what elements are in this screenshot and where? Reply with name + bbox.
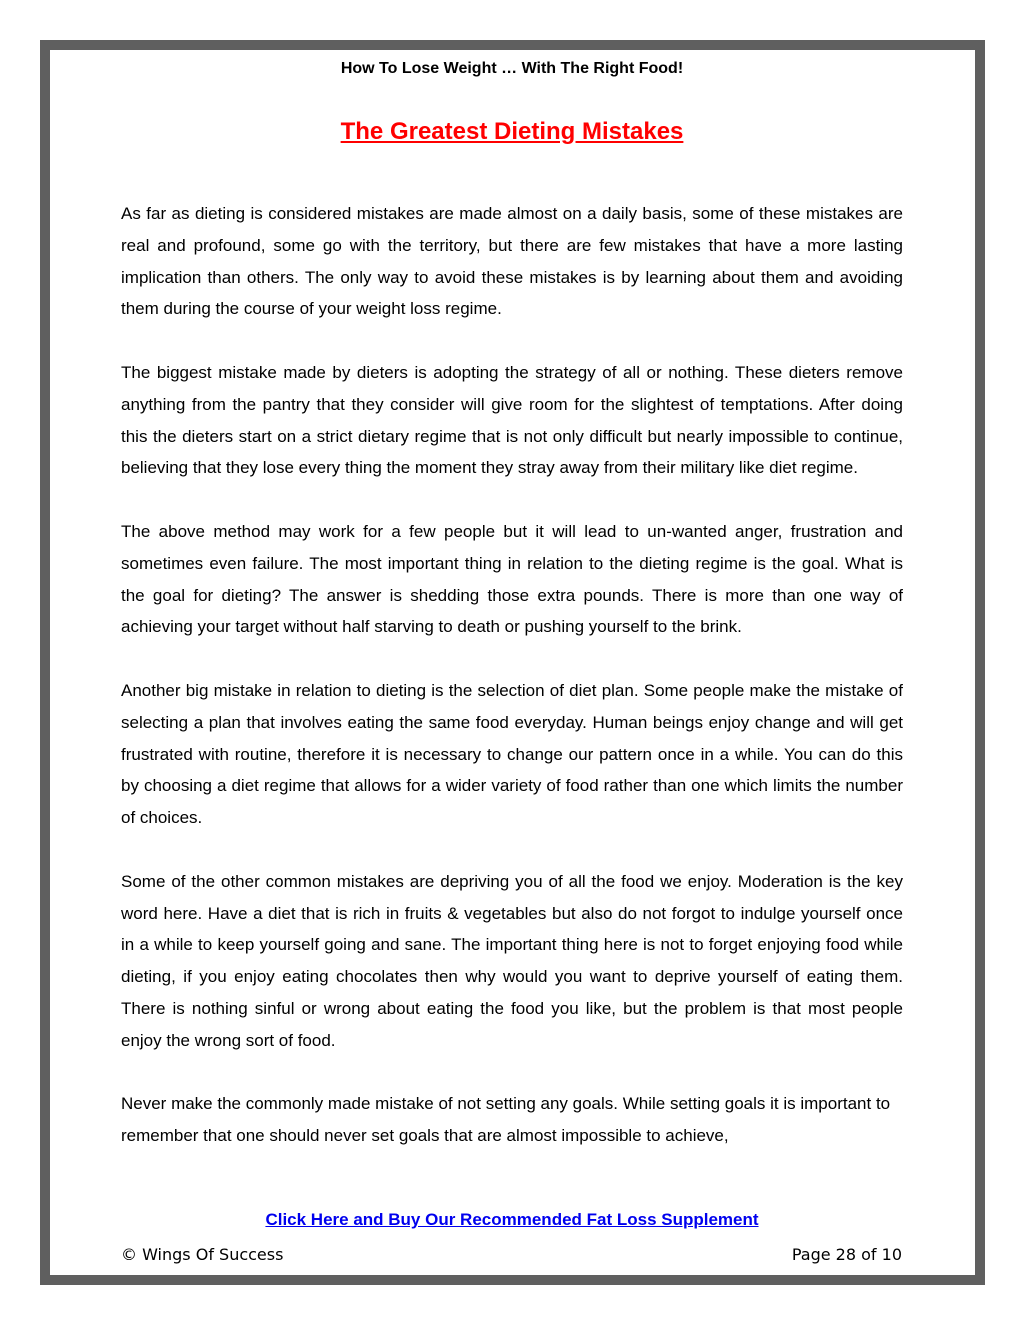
paragraph-1: As far as dieting is considered mistakes are made almost on a daily basis, some of these mistakes are real and profound, some go with the territory, but there are few mistakes that have a more lasting implication than others. The only way to avoid these mistakes is by learning about them and avoiding them during the course of your weight loss regime.	[121, 204, 903, 319]
footer-copyright: © Wings Of Success	[121, 1245, 284, 1264]
article-body	[121, 198, 903, 1152]
paragraph-6: Never make the commonly made mistake of not setting any goals. While setting goals it is important to remember that one should never set goals that are almost impossible to achieve,	[121, 1094, 891, 1146]
page-title: The Greatest Dieting Mistakes	[340, 118, 684, 145]
paragraph-2: The biggest mistake made by dieters is adopting the strategy of all or nothing. These dieters remove anything from the pantry that they consider will give room for the slightest of temptations. After doing this the dieters start on a strict dietary regime that is not only difficult but nearly impossible to continue, believing that they lose every thing the moment they stray away from their military like diet regime.	[121, 362, 903, 478]
paragraph-3: The above method may work for a few people but it will lead to un-wanted anger, frustration and sometimes even failure. The most important thing in relation to the dieting regime is the goal. What is the goal for dieting? The answer is shedding those extra pounds. There is more than one way of achieving your target without half starving to death or pushing yourself to the brink.	[121, 521, 903, 637]
paragraph-5: Some of the other common mistakes are depriving you of all the food we enjoy. Moderation is the key word here. Have a diet that is rich in fruits & vegetables but also do not forgot to indulge yourself once in a while to keep yourself going and sane. The important thing here is not to forget enjoying food while dieting, if you enjoy eating chocolates then why would you want to deprive yourself of eating them. There is nothing sinful or wrong about eating the food you like, but the problem is that most people enjoy the wrong sort of food.	[121, 871, 903, 1050]
buy-supplement-link[interactable]: Click Here and Buy Our Recommended Fat Loss Supplement	[265, 1210, 759, 1229]
paragraph-4: Another big mistake in relation to dieting is the selection of diet plan. Some people make the mistake of selecting a plan that involves eating the same food everyday. Human beings enjoy change and will get frustrated with routine, therefore it is necessary to change our pattern once in a while. You can do this by choosing a diet regime that allows for a wider variety of food rather than one which limits the number of choices.	[121, 680, 903, 828]
page-header: How To Lose Weight … With The Right Food!	[340, 60, 684, 77]
footer-page-number: Page 28 of 10	[791, 1245, 902, 1264]
